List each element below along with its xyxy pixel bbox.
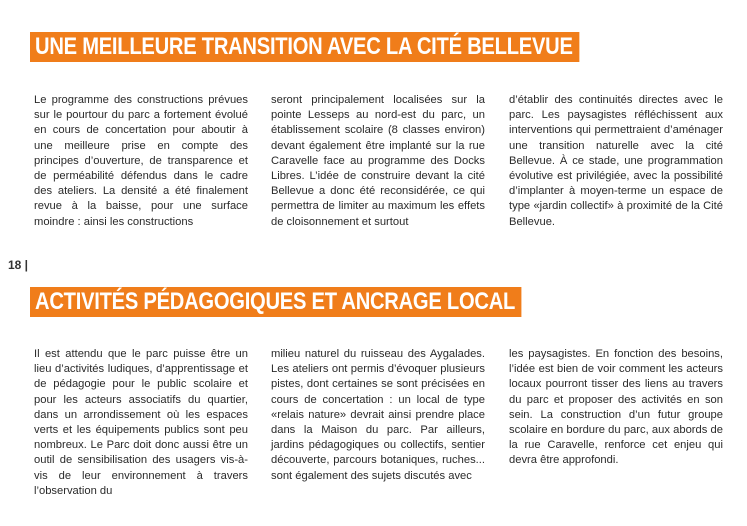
text-column <box>271 347 485 484</box>
page-number: 18 | <box>8 258 29 272</box>
text-column <box>271 93 485 230</box>
paragraph: les paysagistes. En fonction des besoins, l’idée est bien de voir comment les acteurs locaux pourront tisser des liens au travers du parc et proposer des activités en son sein. La construction d’un futur groupe scolaire en bordure du parc, aux abords de la rue Caravelle, renforce cet enjeu qui devra être approfondi. <box>509 348 723 467</box>
section-title-activites: ACTIVITÉS PÉDAGOGIQUES ET ANCRAGE LOCAL <box>30 287 522 317</box>
paragraph: Il est attendu que le parc puisse être un lieu d’activités ludiques, d’apprentissage et de pédagogie pour le public scolaire et pour les acteurs associatifs du quartier, dans un arrondissement où les espaces verts et les équipements publics sont peu nombreux. Le Parc doit donc aussi être un outil de sensibilisation des usagers vis-à-vis de leur environnement à travers l’observation du <box>34 348 248 497</box>
paragraph: milieu naturel du ruisseau des Aygalades. Les ateliers ont permis d’évoquer plusieurs pistes, dont certaines se sont précisées en cours de concertation : un local de type «relais nature» devrait ainsi prendre place dans la Maison du parc. Par ailleurs, jardins pédagogiques ou collectifs, sentier découverte, parcours botaniques, ruches... sont également des sujets discutés avec <box>271 348 485 482</box>
paragraph: Le programme des constructions prévues sur le pourtour du parc a fortement évolué en cours de concertation pour aboutir à une meilleure prise en compte des principes d’ouverture, de transparence et de perméabilité défendus dans le cadre des ateliers. La densité a été finalement revue à la baisse, pour une surface moindre : ainsi les constructions <box>34 94 248 228</box>
text-column <box>509 93 723 230</box>
paragraph: d’établir des continuités directes avec le parc. Les paysagistes réfléchissent aux interventions qui permettraient d’aménager une transition naturelle avec la cité Bellevue. À ce stade, une programmation évolutive est privilégiée, avec la possibilité d’implanter à moyen-terme un espace de type «jardin collectif» à proximité de la Cité Bellevue. <box>509 94 723 228</box>
section-title-transition: UNE MEILLEURE TRANSITION AVEC LA CITÉ BELLEVUE <box>30 32 579 62</box>
text-column <box>34 93 248 230</box>
paragraph: seront principalement localisées sur la pointe Lesseps au nord-est du parc, un établissement scolaire (8 classes environ) devant également être implanté sur la rue Caravelle face au programme des Docks Libres. L’idée de construire devant la cité Bellevue a donc été reconsidérée, ce qui permettra de limiter au maximum les effets de cloisonnement et surtout <box>271 94 485 228</box>
text-column <box>509 347 723 469</box>
text-column <box>34 347 248 499</box>
